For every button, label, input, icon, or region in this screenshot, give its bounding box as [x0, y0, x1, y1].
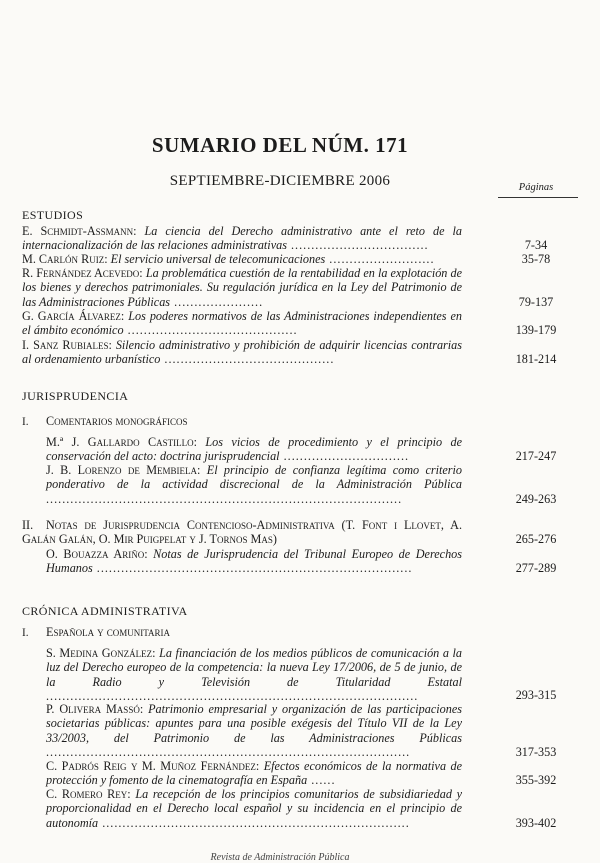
section-heading-jurisprudencia: JURISPRUDENCIA	[22, 389, 129, 403]
entry-author: M. Carlón Ruiz:	[22, 252, 108, 266]
entry-author: G. García Álvarez:	[22, 309, 125, 323]
entry-title: El servicio universal de telecomunicaciones	[110, 252, 326, 266]
page-title: SUMARIO DEL NÚM. 171	[151, 133, 409, 157]
entry-author: C. Padrós Reig y M. Muñoz Fernández:	[46, 759, 260, 773]
entry-author: E. Schmidt-Aßmann:	[22, 224, 137, 238]
entry-author: O. Bouazza Ariño:	[46, 547, 148, 561]
section-heading-estudios: ESTUDIOS	[22, 208, 84, 222]
entry-pages: 7-34	[524, 238, 548, 252]
toc-entry: M. Carlón Ruiz: El servicio universal de telecomunicaciones ..........................	[22, 252, 435, 266]
entry-author: M.ª J. Gallardo Castillo:	[46, 435, 198, 449]
entry-author: S. Medina González:	[46, 646, 156, 660]
entry-pages: 277-289	[515, 561, 557, 575]
toc-entry: S. Medina González: La financiación de los medios públicos de comunicación a la luz del Derecho europeo de la competencia: la nueva Ley 17/2006, de 5 de junio, de la Radio y Televisión de Titularidad Estatal ............................................................................................	[46, 646, 462, 703]
subsection-label: Comentarios monográficos	[46, 414, 188, 428]
entry-title: Los vicios de procedimiento y el principio de conservación del acto: doctrina jurisprudencial	[46, 435, 463, 464]
entry-pages: 265-276	[515, 532, 557, 546]
entry-title: La ciencia del Derecho administrativo ante el reto de la internacionalización de las relaciones administrativas	[22, 224, 462, 253]
entry-title: Efectos económicos de la normativa de protección y fomento de la cinematografía en España	[46, 759, 463, 788]
entry-pages: 293-315	[515, 688, 557, 702]
subsection-label: Española y comunitaria	[46, 625, 170, 639]
entry-pages: 79-137	[518, 295, 554, 309]
subsection-comentarios	[22, 414, 462, 429]
subsection-number: II.	[22, 518, 34, 532]
toc-entry: I. Sanz Rubiales: Silencio administrativo y prohibición de adquirir licencias contrarias al ordenamiento urbanístico ..........................................	[22, 338, 463, 367]
entry-pages: 355-392	[515, 773, 557, 787]
issue-period: SEPTIEMBRE-DICIEMBRE 2006	[169, 173, 391, 189]
entry-title: Notas de Jurisprudencia del Tribunal Europeo de Derechos Humanos	[46, 547, 462, 576]
toc-entry: C. Padrós Reig y M. Muñoz Fernández: Efectos económicos de la normativa de protección y fomento de la cinematografía en España ......	[46, 759, 463, 788]
entry-pages: 249-263	[515, 492, 557, 506]
section-heading-cronica: CRÓNICA ADMINISTRATIVA	[22, 604, 188, 618]
entry-title: Silencio administrativo y prohibición de adquirir licencias contrarias al ordenamiento urbanístico	[22, 338, 463, 367]
toc-entry: J. B. Lorenzo de Membiela: El principio de confianza legítima como criterio ponderativo de la actividad discrecional de la Administración Pública ........................................................................................	[46, 463, 463, 506]
toc-entry: M.ª J. Gallardo Castillo: Los vicios de procedimiento y el principio de conservación del acto: doctrina jurisprudencial ...............................	[46, 435, 463, 464]
entry-author: J. B. Lorenzo de Membiela:	[46, 463, 201, 477]
entry-pages: 317-353	[515, 745, 557, 759]
entry-title: Patrimonio empresarial y organización de las participaciones societarias públicas: apuntes para una posible exégesis del Título VII de la Ley 33/2003, del Patrimonio de las Administraciones Públicas	[46, 702, 462, 745]
entry-title: La problemática cuestión de la rentabilidad en la explotación de los bienes y derechos patrimoniales. Su regulación jurídica en la Ley del Patrimonio de las Administraciones Públicas	[22, 266, 463, 309]
toc-entry: E. Schmidt-Aßmann: La ciencia del Derecho administrativo ante el reto de la internacionalización de las relaciones administrativas ..................................	[22, 224, 462, 253]
toc-entry: R. Fernández Acevedo: La problemática cuestión de la rentabilidad en la explotación de los bienes y derechos patrimoniales. Su regulación jurídica en la Ley del Patrimonio de las Administraciones Públicas ......................	[22, 266, 463, 309]
entry-author: R. Fernández Acevedo:	[22, 266, 143, 280]
pages-column-rule	[498, 197, 578, 198]
subsection-espanola	[22, 625, 462, 640]
toc-entry: G. García Álvarez: Los poderes normativos de las Administraciones independientes en el ámbito económico ..........................................	[22, 309, 462, 338]
entry-author: P. Olivera Massó:	[46, 702, 144, 716]
toc-entry: C. Romero Rey: La recepción de los principios comunitarios de subsidiariedad y proporcionalidad en el Derecho local español y su incidencia en el principio de autonomía ............................................................................	[46, 787, 463, 830]
entry-pages: 217-247	[515, 449, 557, 463]
entry-author: I. Sanz Rubiales:	[22, 338, 112, 352]
toc-entry: P. Olivera Massó: Patrimonio empresarial y organización de las participaciones societarias públicas: apuntes para una posible exégesis del Título VII de la Ley 33/2003, del Patrimonio de las Administraciones Públicas ..........................................................................................	[46, 702, 462, 759]
subsection-label: Notas de Jurisprudencia Contencioso-Administrativa (T. Font i Llovet, A. Galán Galán, O. Mir Puigpelat y J. Tornos Mas)	[22, 518, 462, 547]
entry-title: La financiación de los medios públicos de comunicación a la luz del Derecho europeo de la competencia: la nueva Ley 17/2006, de 5 de junio, de la Radio y Televisión de Titularidad Estatal	[46, 646, 462, 689]
toc-entry: O. Bouazza Ariño: Notas de Jurisprudencia del Tribunal Europeo de Derechos Humanos ..............................................................................	[46, 547, 462, 576]
entry-title: Los poderes normativos de las Administraciones independientes en el ámbito económico	[22, 309, 462, 338]
journal-footer: Revista de Administración Pública	[210, 852, 350, 863]
entry-title: El principio de confianza legítima como criterio ponderativo de la actividad discrecional de la Administración Pública	[46, 463, 463, 492]
entry-pages: 139-179	[515, 323, 557, 337]
entry-pages: 35-78	[521, 252, 551, 266]
entry-title: La recepción de los principios comunitarios de subsidiariedad y proporcionalidad en el Derecho local español y su incidencia en el principio de autonomía	[46, 787, 463, 830]
pages-column-label: Páginas	[518, 182, 554, 193]
entry-pages: 181-214	[515, 352, 557, 366]
subsection-number: I.	[22, 416, 29, 428]
entry-pages: 393-402	[515, 816, 557, 830]
subsection-number: I.	[22, 627, 29, 639]
subsection-notas	[22, 518, 462, 547]
entry-author: C. Romero Rey:	[46, 787, 131, 801]
